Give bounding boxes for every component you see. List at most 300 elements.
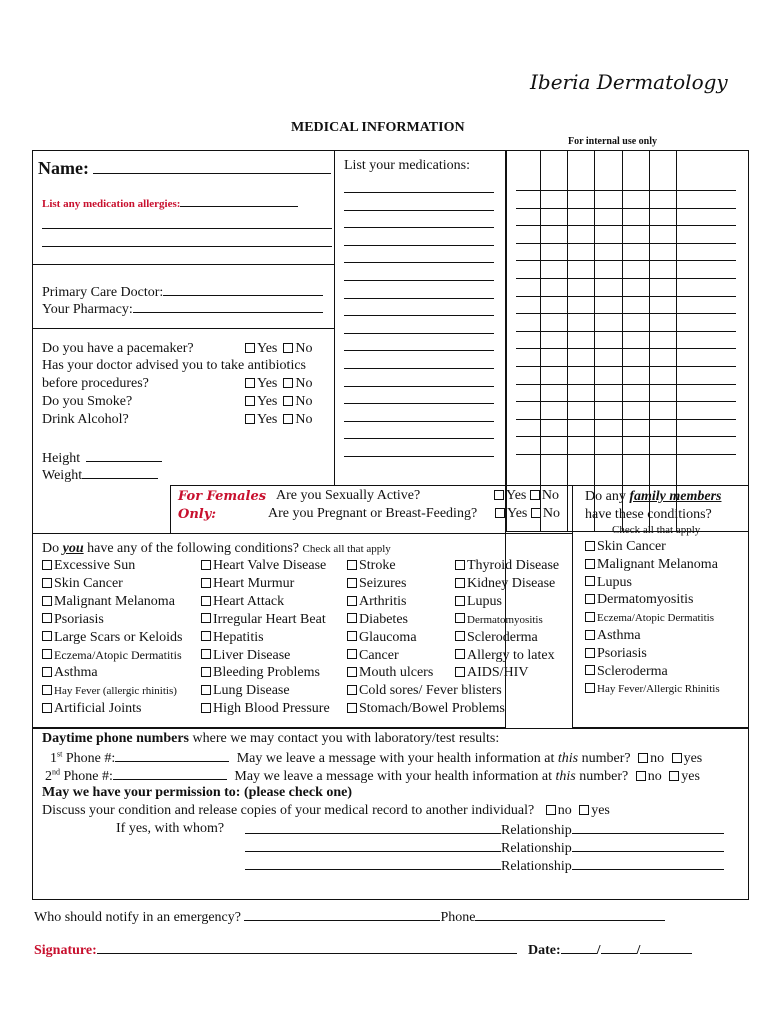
discuss-row bbox=[42, 803, 610, 819]
check-all-label: Check all that apply bbox=[302, 543, 391, 555]
condition-item[interactable] bbox=[455, 648, 555, 664]
checkbox[interactable] bbox=[201, 613, 211, 623]
weight-label: Weight bbox=[42, 468, 83, 483]
signature-label: Signature: bbox=[34, 943, 97, 958]
grid-row-line bbox=[516, 313, 736, 314]
condition-item[interactable] bbox=[455, 558, 559, 574]
family-question bbox=[585, 489, 721, 505]
pharmacy-label: Your Pharmacy: bbox=[42, 302, 133, 317]
grid-row-line bbox=[516, 384, 736, 385]
checkbox[interactable] bbox=[201, 596, 211, 606]
grid-row-line bbox=[516, 260, 736, 261]
condition-item[interactable] bbox=[455, 612, 543, 628]
msg-this: this bbox=[557, 751, 579, 766]
primary-care-label: Primary Care Doctor: bbox=[42, 285, 164, 300]
emergency-phone-label: Phone bbox=[440, 910, 476, 925]
checkbox[interactable] bbox=[585, 594, 595, 604]
medication-line[interactable] bbox=[344, 192, 494, 193]
medication-line[interactable] bbox=[344, 386, 494, 387]
yes-no-options bbox=[245, 341, 313, 357]
condition-label: Heart Attack bbox=[213, 593, 285, 609]
condition-item[interactable] bbox=[42, 648, 182, 664]
condition-item[interactable] bbox=[201, 648, 290, 664]
yes-no-options bbox=[245, 412, 313, 428]
date-day-input[interactable] bbox=[601, 941, 637, 954]
signature-input[interactable] bbox=[97, 941, 517, 954]
family-condition-label: Psoriasis bbox=[597, 645, 647, 661]
date-year-input[interactable] bbox=[640, 941, 692, 954]
checkbox[interactable] bbox=[347, 631, 357, 641]
pacemaker-question: Do you have a pacemaker? bbox=[42, 341, 194, 356]
grid-row-line bbox=[516, 401, 736, 402]
yes-label: Yes bbox=[506, 488, 527, 503]
condition-item[interactable] bbox=[201, 612, 326, 628]
condition-item[interactable] bbox=[347, 648, 399, 664]
daytime-phone-heading bbox=[42, 731, 499, 747]
yes-label: yes bbox=[683, 751, 703, 766]
medication-line[interactable] bbox=[344, 210, 494, 211]
condition-item[interactable] bbox=[347, 558, 396, 574]
condition-label: Hepatitis bbox=[213, 629, 264, 645]
checkbox[interactable] bbox=[201, 667, 211, 677]
msg-this: this bbox=[555, 769, 576, 784]
checkbox[interactable] bbox=[672, 753, 682, 763]
pregnant-options bbox=[495, 506, 560, 522]
medications-divider bbox=[334, 150, 335, 485]
checkbox[interactable] bbox=[201, 631, 211, 641]
phone2-input[interactable] bbox=[113, 767, 227, 780]
primary-care-input[interactable] bbox=[163, 283, 323, 296]
no-label: No bbox=[542, 506, 560, 521]
relationship-row bbox=[245, 839, 724, 857]
condition-item[interactable] bbox=[347, 701, 505, 717]
weight-input[interactable] bbox=[82, 466, 158, 479]
checkbox[interactable] bbox=[347, 613, 357, 623]
relationship-input[interactable] bbox=[572, 839, 724, 852]
checkbox[interactable] bbox=[347, 685, 357, 695]
checkbox[interactable] bbox=[283, 414, 293, 424]
phone2-row bbox=[45, 767, 700, 785]
family-condition-item[interactable] bbox=[585, 557, 718, 573]
checkbox[interactable] bbox=[585, 541, 595, 551]
checkbox[interactable] bbox=[495, 508, 505, 518]
checkbox[interactable] bbox=[494, 490, 504, 500]
family-condition-label: Scleroderma bbox=[597, 663, 668, 679]
grid-row-line bbox=[516, 419, 736, 420]
no-label: no bbox=[557, 803, 572, 818]
medication-line[interactable] bbox=[344, 350, 494, 351]
contact-name-input[interactable] bbox=[245, 821, 501, 834]
checkbox[interactable] bbox=[245, 414, 255, 424]
yes-label: Yes bbox=[257, 341, 278, 356]
condition-item[interactable] bbox=[42, 576, 123, 592]
page-title: MEDICAL INFORMATION bbox=[291, 120, 465, 135]
condition-item[interactable] bbox=[42, 612, 104, 628]
no-label: no bbox=[650, 751, 665, 766]
checkbox[interactable] bbox=[42, 631, 52, 641]
weight-field[interactable] bbox=[42, 466, 158, 484]
condition-label: Eczema/Atopic Dermatitis bbox=[54, 647, 182, 662]
checkbox[interactable] bbox=[42, 667, 52, 677]
relationship-label: Relationship bbox=[501, 841, 572, 856]
checkbox[interactable] bbox=[245, 396, 255, 406]
condition-label: Excessive Sun bbox=[54, 558, 136, 573]
family-condition-label: Dermatomyositis bbox=[597, 592, 694, 608]
grid-row-line bbox=[516, 296, 736, 297]
discuss-question: Discuss your condition and release copies of your medical record to another individual? bbox=[42, 803, 535, 818]
females-label: For Females bbox=[178, 489, 267, 504]
yes-label: Yes bbox=[257, 376, 278, 391]
checkbox[interactable] bbox=[455, 667, 465, 677]
family-condition-label: Malignant Melanoma bbox=[597, 556, 718, 572]
condition-label: Scleroderma bbox=[467, 629, 538, 645]
medication-line[interactable] bbox=[344, 368, 494, 369]
medication-line[interactable] bbox=[344, 227, 494, 228]
checkbox[interactable] bbox=[585, 665, 595, 675]
signature-row bbox=[34, 941, 517, 959]
condition-label: Glaucoma bbox=[359, 629, 417, 645]
family-condition-item[interactable] bbox=[585, 539, 666, 555]
grid-row-line bbox=[516, 331, 736, 332]
condition-item[interactable] bbox=[455, 594, 502, 610]
condition-item[interactable] bbox=[347, 576, 406, 592]
condition-label: Mouth ulcers bbox=[359, 665, 434, 681]
checkbox[interactable] bbox=[42, 703, 52, 713]
pregnant-question: Are you Pregnant or Breast-Feeding? bbox=[268, 506, 478, 521]
checkbox[interactable] bbox=[245, 343, 255, 353]
antibiotics-question-2: before procedures? bbox=[42, 376, 149, 391]
checkbox[interactable] bbox=[585, 630, 595, 640]
condition-label: Lung Disease bbox=[213, 683, 290, 699]
phone1-num: 1 bbox=[50, 751, 57, 766]
checkbox[interactable] bbox=[42, 578, 52, 588]
condition-item[interactable] bbox=[347, 612, 408, 628]
no-label: no bbox=[647, 769, 662, 784]
checkbox[interactable] bbox=[455, 578, 465, 588]
phone1-row bbox=[50, 749, 702, 767]
checkbox[interactable] bbox=[347, 703, 357, 713]
condition-label: Dermatomyositis bbox=[467, 613, 543, 626]
condition-label: Bleeding Problems bbox=[213, 665, 320, 681]
relationship-row bbox=[245, 857, 724, 875]
yes-label: yes bbox=[591, 803, 610, 818]
condition-item[interactable] bbox=[42, 630, 182, 646]
condition-label: Irregular Heart Beat bbox=[213, 611, 326, 627]
msg-post: number? bbox=[575, 769, 629, 784]
checkbox[interactable] bbox=[283, 343, 293, 353]
condition-label: Diabetes bbox=[359, 611, 408, 627]
name-field[interactable] bbox=[38, 158, 331, 179]
emergency-label: Who should notify in an emergency? bbox=[34, 910, 241, 925]
checkbox[interactable] bbox=[585, 683, 595, 693]
msg-question: May we leave a message with your health information at bbox=[234, 769, 556, 784]
grid-row-line bbox=[516, 225, 736, 226]
condition-item[interactable] bbox=[42, 594, 175, 610]
condition-item[interactable] bbox=[347, 594, 406, 610]
relationship-row bbox=[245, 821, 724, 839]
condition-item[interactable] bbox=[42, 665, 98, 681]
family-condition-label: Asthma bbox=[597, 628, 641, 643]
checkbox[interactable] bbox=[201, 649, 211, 659]
grid-row-line bbox=[516, 436, 736, 437]
primary-care-field[interactable] bbox=[42, 283, 323, 301]
daytime-rest: where we may contact you with laboratory/test results: bbox=[189, 731, 500, 746]
condition-label: Stomach/Bowel Problems bbox=[359, 701, 505, 717]
checkbox[interactable] bbox=[585, 612, 595, 622]
section-divider bbox=[32, 264, 334, 265]
date-label: Date: bbox=[528, 943, 561, 958]
section-divider bbox=[32, 328, 334, 329]
medication-line[interactable] bbox=[344, 245, 494, 246]
family-prefix: Do any bbox=[585, 489, 630, 504]
checkbox[interactable] bbox=[283, 396, 293, 406]
females-top bbox=[170, 485, 572, 486]
allergies-label: List any medication allergies: bbox=[42, 198, 181, 210]
checkbox[interactable] bbox=[546, 805, 556, 815]
antibiotics-question: Has your doctor advised you to take antibiotics bbox=[42, 358, 306, 373]
condition-item[interactable] bbox=[42, 683, 177, 699]
checkbox[interactable] bbox=[669, 771, 679, 781]
condition-label: Hay Fever (allergic rhinitis) bbox=[54, 685, 177, 698]
relationship-label: Relationship bbox=[501, 823, 572, 838]
checkbox[interactable] bbox=[455, 649, 465, 659]
condition-label: Asthma bbox=[54, 665, 98, 681]
grid-row-line bbox=[516, 348, 736, 349]
checkbox[interactable] bbox=[347, 667, 357, 677]
section-divider bbox=[32, 533, 572, 534]
condition-item[interactable] bbox=[201, 665, 320, 681]
contact-name-input[interactable] bbox=[245, 839, 501, 852]
no-label: No bbox=[295, 376, 313, 391]
height-label: Height bbox=[42, 451, 81, 466]
contact-name-input[interactable] bbox=[245, 857, 501, 870]
family-condition-item[interactable] bbox=[585, 681, 720, 697]
checkbox[interactable] bbox=[347, 596, 357, 606]
permission-heading: May we have your permission to: (please check one) bbox=[42, 785, 353, 800]
medication-line[interactable] bbox=[344, 262, 494, 263]
checkbox[interactable] bbox=[201, 685, 211, 695]
checkbox[interactable] bbox=[579, 805, 589, 815]
checkbox[interactable] bbox=[585, 648, 595, 658]
no-label: No bbox=[541, 488, 559, 503]
emergency-row bbox=[34, 908, 665, 926]
emergency-phone-input[interactable] bbox=[475, 908, 665, 921]
yes-label: yes bbox=[681, 769, 700, 784]
condition-item[interactable] bbox=[347, 683, 502, 699]
family-check-all: Check all that apply bbox=[612, 524, 701, 536]
with-whom-label: If yes, with whom? bbox=[116, 821, 225, 836]
checkbox[interactable] bbox=[201, 560, 211, 570]
condition-label: Cancer bbox=[359, 647, 399, 663]
conditions-question bbox=[42, 541, 391, 557]
checkbox[interactable] bbox=[347, 578, 357, 588]
grid-row-line bbox=[516, 190, 736, 191]
condition-item[interactable] bbox=[42, 701, 142, 717]
allergies-line[interactable] bbox=[42, 228, 332, 229]
condition-label: Stroke bbox=[359, 558, 396, 573]
checkbox[interactable] bbox=[42, 649, 52, 659]
allergies-input-line[interactable] bbox=[180, 194, 298, 207]
condition-label: Skin Cancer bbox=[54, 575, 123, 591]
name-input-line[interactable] bbox=[93, 161, 331, 174]
pharmacy-input[interactable] bbox=[133, 300, 323, 313]
sexually-active-options bbox=[494, 488, 559, 504]
phone1-sup: st bbox=[57, 749, 63, 759]
checkbox[interactable] bbox=[42, 560, 52, 570]
checkbox[interactable] bbox=[42, 685, 52, 695]
medication-line[interactable] bbox=[344, 421, 494, 422]
females-label-2: Only: bbox=[178, 507, 217, 522]
msg-question: May we leave a message with your health information at bbox=[236, 751, 558, 766]
condition-label: Arthritis bbox=[359, 593, 407, 609]
condition-item[interactable] bbox=[201, 683, 290, 699]
checkbox[interactable] bbox=[585, 576, 595, 586]
family-condition-item[interactable] bbox=[585, 610, 714, 626]
checkbox[interactable] bbox=[347, 649, 357, 659]
alcohol-question: Drink Alcohol? bbox=[42, 412, 129, 427]
condition-label: Large Scars or Keloids bbox=[54, 629, 183, 645]
yes-label: Yes bbox=[257, 412, 278, 427]
condition-item[interactable] bbox=[201, 558, 326, 574]
relationship-input[interactable] bbox=[572, 857, 724, 870]
internal-use-label: For internal use only bbox=[568, 136, 657, 147]
emergency-input[interactable] bbox=[244, 908, 440, 921]
name-label: Name: bbox=[38, 158, 89, 178]
condition-item[interactable] bbox=[201, 701, 330, 717]
condition-label: AIDS/HIV bbox=[467, 665, 529, 681]
conditions-prefix: Do bbox=[42, 541, 63, 556]
checkbox[interactable] bbox=[585, 559, 595, 569]
condition-label: Liver Disease bbox=[213, 647, 291, 663]
medications-label: List your medications: bbox=[344, 158, 470, 173]
family-question-2: have these conditions? bbox=[585, 507, 712, 522]
phone2-sup: nd bbox=[52, 767, 60, 777]
condition-label: Psoriasis bbox=[54, 611, 104, 627]
date-row: Date: / / bbox=[528, 941, 692, 959]
checkbox[interactable] bbox=[530, 490, 540, 500]
condition-label: Cold sores/ Fever blisters bbox=[359, 683, 502, 699]
yes-no-options bbox=[245, 394, 313, 410]
checkbox[interactable] bbox=[283, 378, 293, 388]
relationship-label: Relationship bbox=[501, 859, 572, 874]
grid-row-line bbox=[516, 454, 736, 455]
medication-line[interactable] bbox=[344, 280, 494, 281]
condition-item[interactable] bbox=[455, 665, 528, 681]
brand-name: Iberia Dermatology bbox=[530, 70, 728, 94]
medication-line[interactable] bbox=[344, 438, 494, 439]
phone2-num: 2 bbox=[45, 769, 52, 784]
allergies-field[interactable] bbox=[42, 194, 298, 210]
grid-row-line bbox=[516, 278, 736, 279]
phone1-input[interactable] bbox=[115, 749, 229, 762]
sexually-active-question: Are you Sexually Active? bbox=[276, 488, 421, 503]
condition-label: Lupus bbox=[467, 593, 502, 609]
condition-item[interactable] bbox=[201, 594, 284, 610]
allergies-line[interactable] bbox=[42, 246, 332, 247]
yes-label: Yes bbox=[507, 506, 528, 521]
condition-item[interactable] bbox=[455, 576, 555, 592]
condition-label: Heart Murmur bbox=[213, 575, 295, 591]
condition-item[interactable] bbox=[347, 665, 433, 681]
condition-label: Heart Valve Disease bbox=[213, 558, 327, 573]
height-field[interactable] bbox=[42, 449, 162, 467]
no-label: No bbox=[295, 412, 313, 427]
family-members-label: family members bbox=[629, 489, 722, 504]
no-label: No bbox=[295, 341, 313, 356]
females-divider bbox=[170, 485, 171, 533]
condition-item[interactable] bbox=[347, 630, 417, 646]
daytime-bold: Daytime phone numbers bbox=[42, 731, 190, 746]
checkbox[interactable] bbox=[201, 703, 211, 713]
conditions-suffix: have any of the following conditions? bbox=[83, 541, 300, 556]
grid-row-line bbox=[516, 366, 736, 367]
family-condition-item[interactable] bbox=[585, 592, 693, 608]
smoke-question: Do you Smoke? bbox=[42, 394, 133, 409]
condition-label: Seizures bbox=[359, 575, 407, 591]
condition-label: Malignant Melanoma bbox=[54, 593, 175, 609]
family-condition-item[interactable] bbox=[585, 646, 647, 662]
conditions-you: you bbox=[62, 541, 84, 556]
date-month-input[interactable] bbox=[561, 941, 597, 954]
medication-line[interactable] bbox=[344, 333, 494, 334]
family-condition-label: Hay Fever/Allergic Rhinitis bbox=[597, 683, 720, 696]
relationship-input[interactable] bbox=[572, 821, 724, 834]
pharmacy-field[interactable] bbox=[42, 300, 323, 318]
condition-item[interactable] bbox=[201, 576, 294, 592]
checkbox[interactable] bbox=[455, 631, 465, 641]
family-condition-item[interactable] bbox=[585, 628, 641, 644]
checkbox[interactable] bbox=[636, 771, 646, 781]
condition-item[interactable] bbox=[42, 558, 135, 574]
checkbox[interactable] bbox=[42, 613, 52, 623]
checkbox[interactable] bbox=[455, 596, 465, 606]
phone2-label: Phone #: bbox=[60, 769, 113, 784]
condition-label: Thyroid Disease bbox=[467, 558, 560, 573]
medication-line[interactable] bbox=[344, 315, 494, 316]
checkbox[interactable] bbox=[42, 596, 52, 606]
checkbox[interactable] bbox=[455, 613, 465, 623]
family-condition-item[interactable] bbox=[585, 664, 668, 680]
checkbox[interactable] bbox=[245, 378, 255, 388]
yes-no-options bbox=[245, 376, 313, 392]
condition-label: Allergy to latex bbox=[467, 647, 555, 663]
condition-item[interactable] bbox=[455, 630, 538, 646]
family-condition-label: Eczema/Atopic Dermatitis bbox=[597, 612, 714, 625]
condition-item[interactable] bbox=[201, 630, 264, 646]
family-condition-item[interactable] bbox=[585, 575, 632, 591]
msg-post: number? bbox=[578, 751, 631, 766]
height-input[interactable] bbox=[86, 449, 162, 462]
medication-line[interactable] bbox=[344, 298, 494, 299]
yes-label: Yes bbox=[257, 394, 278, 409]
phone1-label: Phone #: bbox=[62, 751, 116, 766]
grid-row-line bbox=[516, 208, 736, 209]
condition-label: Kidney Disease bbox=[467, 575, 556, 591]
checkbox[interactable] bbox=[638, 753, 648, 763]
checkbox[interactable] bbox=[531, 508, 541, 518]
condition-label: Artificial Joints bbox=[54, 701, 142, 717]
checkbox[interactable] bbox=[201, 578, 211, 588]
checkbox[interactable] bbox=[455, 560, 465, 570]
condition-label: High Blood Pressure bbox=[213, 701, 330, 717]
no-label: No bbox=[295, 394, 313, 409]
grid-row-line bbox=[516, 243, 736, 244]
family-condition-label: Lupus bbox=[597, 574, 632, 590]
family-condition-label: Skin Cancer bbox=[597, 539, 666, 554]
medication-line[interactable] bbox=[344, 403, 494, 404]
medication-line[interactable] bbox=[344, 456, 494, 457]
checkbox[interactable] bbox=[347, 560, 357, 570]
